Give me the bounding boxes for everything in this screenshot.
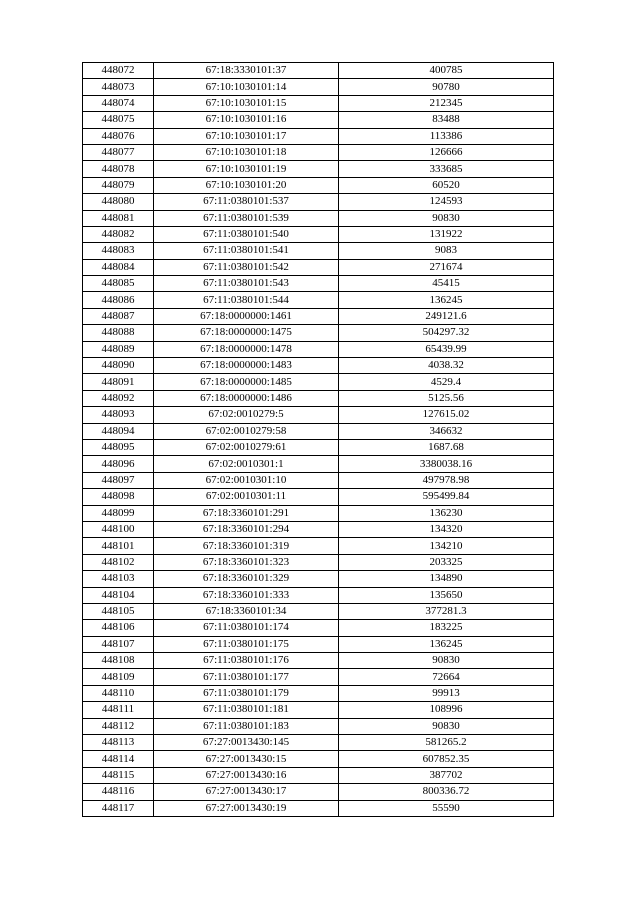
table-row: [83, 636, 554, 652]
value-cell: 9083: [339, 243, 554, 259]
value-cell: 203325: [339, 554, 554, 570]
row-number-cell: 448072: [83, 63, 154, 79]
value-cell: 387702: [339, 767, 554, 783]
cadastral-number-cell: 67:02:0010301:1: [154, 456, 339, 472]
table-row: [83, 472, 554, 488]
row-number-cell: 448099: [83, 505, 154, 521]
cadastral-number-cell: 67:11:0380101:176: [154, 653, 339, 669]
table-row: [83, 718, 554, 734]
table-row: [83, 194, 554, 210]
cadastral-number-cell: 67:10:1030101:15: [154, 95, 339, 111]
row-number-cell: 448097: [83, 472, 154, 488]
value-cell: 377281.3: [339, 603, 554, 619]
value-cell: 134210: [339, 538, 554, 554]
cadastral-number-cell: 67:18:0000000:1478: [154, 341, 339, 357]
cadastral-number-cell: 67:27:0013430:19: [154, 800, 339, 816]
cadastral-number-cell: 67:11:0380101:541: [154, 243, 339, 259]
value-cell: 124593: [339, 194, 554, 210]
cadastral-number-cell: 67:27:0013430:16: [154, 767, 339, 783]
table-row: [83, 177, 554, 193]
cadastral-number-cell: 67:18:3360101:333: [154, 587, 339, 603]
row-number-cell: 448080: [83, 194, 154, 210]
value-cell: 497978.98: [339, 472, 554, 488]
row-number-cell: 448091: [83, 374, 154, 390]
row-number-cell: 448094: [83, 423, 154, 439]
row-number-cell: 448077: [83, 144, 154, 160]
value-cell: 1687.68: [339, 439, 554, 455]
row-number-cell: 448096: [83, 456, 154, 472]
cadastral-number-cell: 67:18:3360101:34: [154, 603, 339, 619]
value-cell: 800336.72: [339, 784, 554, 800]
value-cell: 65439.99: [339, 341, 554, 357]
table-row: [83, 439, 554, 455]
table-row: [83, 554, 554, 570]
row-number-cell: 448108: [83, 653, 154, 669]
row-number-cell: 448114: [83, 751, 154, 767]
table-row: [83, 390, 554, 406]
value-cell: 108996: [339, 702, 554, 718]
cadastral-number-cell: 67:18:3360101:291: [154, 505, 339, 521]
table-row: [83, 79, 554, 95]
row-number-cell: 448085: [83, 276, 154, 292]
row-number-cell: 448082: [83, 226, 154, 242]
value-cell: 4038.32: [339, 358, 554, 374]
cadastral-number-cell: 67:18:0000000:1486: [154, 390, 339, 406]
table-row: [83, 341, 554, 357]
row-number-cell: 448112: [83, 718, 154, 734]
cadastral-number-cell: 67:11:0380101:544: [154, 292, 339, 308]
cadastral-number-cell: 67:11:0380101:539: [154, 210, 339, 226]
cadastral-number-cell: 67:11:0380101:540: [154, 226, 339, 242]
table-row: [83, 489, 554, 505]
cadastral-number-cell: 67:11:0380101:542: [154, 259, 339, 275]
value-cell: 271674: [339, 259, 554, 275]
value-cell: 83488: [339, 112, 554, 128]
table-row: [83, 603, 554, 619]
table-row: [83, 620, 554, 636]
cadastral-number-cell: 67:18:0000000:1475: [154, 325, 339, 341]
cadastral-number-cell: 67:18:3360101:319: [154, 538, 339, 554]
value-cell: 90830: [339, 653, 554, 669]
table-row: [83, 259, 554, 275]
value-cell: 4529.4: [339, 374, 554, 390]
value-cell: 45415: [339, 276, 554, 292]
table-row: [83, 112, 554, 128]
table-row: [83, 128, 554, 144]
cadastral-number-cell: 67:02:0010279:58: [154, 423, 339, 439]
table-row: [83, 702, 554, 718]
value-cell: 333685: [339, 161, 554, 177]
cadastral-number-cell: 67:02:0010279:5: [154, 407, 339, 423]
row-number-cell: 448083: [83, 243, 154, 259]
value-cell: 55590: [339, 800, 554, 816]
value-cell: 346632: [339, 423, 554, 439]
cadastral-number-cell: 67:10:1030101:16: [154, 112, 339, 128]
cadastral-number-cell: 67:10:1030101:14: [154, 79, 339, 95]
row-number-cell: 448111: [83, 702, 154, 718]
cadastral-number-cell: 67:18:3360101:294: [154, 521, 339, 537]
cadastral-number-cell: 67:27:0013430:15: [154, 751, 339, 767]
value-cell: 90830: [339, 718, 554, 734]
cadastral-number-cell: 67:11:0380101:175: [154, 636, 339, 652]
table-row: [83, 226, 554, 242]
row-number-cell: 448095: [83, 439, 154, 455]
value-cell: 595499.84: [339, 489, 554, 505]
value-cell: 90830: [339, 210, 554, 226]
cadastral-number-cell: 67:02:0010301:11: [154, 489, 339, 505]
row-number-cell: 448104: [83, 587, 154, 603]
cadastral-number-cell: 67:11:0380101:537: [154, 194, 339, 210]
table-row: [83, 653, 554, 669]
value-cell: 90780: [339, 79, 554, 95]
table-row: [83, 784, 554, 800]
value-cell: 135650: [339, 587, 554, 603]
value-cell: 99913: [339, 685, 554, 701]
value-cell: 581265.2: [339, 735, 554, 751]
cadastral-number-cell: 67:11:0380101:177: [154, 669, 339, 685]
cadastral-number-cell: 67:18:0000000:1485: [154, 374, 339, 390]
table-row: [83, 538, 554, 554]
table-row: [83, 243, 554, 259]
table-row: [83, 325, 554, 341]
table-row: [83, 292, 554, 308]
value-cell: 126666: [339, 144, 554, 160]
value-cell: 72664: [339, 669, 554, 685]
table-row: [83, 358, 554, 374]
value-cell: 136245: [339, 636, 554, 652]
row-number-cell: 448113: [83, 735, 154, 751]
table-row: [83, 767, 554, 783]
row-number-cell: 448084: [83, 259, 154, 275]
table-row: [83, 735, 554, 751]
cadastral-number-cell: 67:02:0010279:61: [154, 439, 339, 455]
cadastral-number-cell: 67:18:3330101:37: [154, 63, 339, 79]
value-cell: 5125.56: [339, 390, 554, 406]
row-number-cell: 448087: [83, 308, 154, 324]
value-cell: 113386: [339, 128, 554, 144]
row-number-cell: 448115: [83, 767, 154, 783]
value-cell: 127615.02: [339, 407, 554, 423]
value-cell: 183225: [339, 620, 554, 636]
cadastral-number-cell: 67:10:1030101:20: [154, 177, 339, 193]
row-number-cell: 448086: [83, 292, 154, 308]
row-number-cell: 448090: [83, 358, 154, 374]
table-row: [83, 308, 554, 324]
table-row: [83, 571, 554, 587]
cadastral-number-cell: 67:10:1030101:18: [154, 144, 339, 160]
row-number-cell: 448088: [83, 325, 154, 341]
table-row: [83, 210, 554, 226]
table-row: [83, 800, 554, 816]
row-number-cell: 448103: [83, 571, 154, 587]
table-row: [83, 685, 554, 701]
row-number-cell: 448092: [83, 390, 154, 406]
row-number-cell: 448081: [83, 210, 154, 226]
table-row: [83, 276, 554, 292]
data-table: [82, 62, 554, 817]
row-number-cell: 448078: [83, 161, 154, 177]
table-row: [83, 505, 554, 521]
cadastral-number-cell: 67:18:3360101:329: [154, 571, 339, 587]
cadastral-number-cell: 67:27:0013430:17: [154, 784, 339, 800]
table-row: [83, 161, 554, 177]
row-number-cell: 448109: [83, 669, 154, 685]
table-row: [83, 751, 554, 767]
row-number-cell: 448107: [83, 636, 154, 652]
value-cell: 134890: [339, 571, 554, 587]
row-number-cell: 448106: [83, 620, 154, 636]
value-cell: 504297.32: [339, 325, 554, 341]
cadastral-number-cell: 67:27:0013430:145: [154, 735, 339, 751]
table-row: [83, 374, 554, 390]
row-number-cell: 448110: [83, 685, 154, 701]
row-number-cell: 448075: [83, 112, 154, 128]
cadastral-number-cell: 67:10:1030101:17: [154, 128, 339, 144]
cadastral-number-cell: 67:18:0000000:1461: [154, 308, 339, 324]
value-cell: 136230: [339, 505, 554, 521]
value-cell: 136245: [339, 292, 554, 308]
row-number-cell: 448074: [83, 95, 154, 111]
value-cell: 134320: [339, 521, 554, 537]
row-number-cell: 448116: [83, 784, 154, 800]
cadastral-number-cell: 67:11:0380101:543: [154, 276, 339, 292]
table-row: [83, 587, 554, 603]
row-number-cell: 448073: [83, 79, 154, 95]
cadastral-number-cell: 67:10:1030101:19: [154, 161, 339, 177]
value-cell: 131922: [339, 226, 554, 242]
value-cell: 249121.6: [339, 308, 554, 324]
value-cell: 3380038.16: [339, 456, 554, 472]
table-row: [83, 521, 554, 537]
table-body: [83, 63, 554, 817]
cadastral-number-cell: 67:18:0000000:1483: [154, 358, 339, 374]
row-number-cell: 448098: [83, 489, 154, 505]
table-row: [83, 669, 554, 685]
value-cell: 212345: [339, 95, 554, 111]
row-number-cell: 448093: [83, 407, 154, 423]
value-cell: 60520: [339, 177, 554, 193]
row-number-cell: 448076: [83, 128, 154, 144]
row-number-cell: 448089: [83, 341, 154, 357]
cadastral-number-cell: 67:02:0010301:10: [154, 472, 339, 488]
row-number-cell: 448079: [83, 177, 154, 193]
table-row: [83, 407, 554, 423]
value-cell: 400785: [339, 63, 554, 79]
cadastral-number-cell: 67:11:0380101:183: [154, 718, 339, 734]
cadastral-number-cell: 67:18:3360101:323: [154, 554, 339, 570]
row-number-cell: 448100: [83, 521, 154, 537]
table-row: [83, 456, 554, 472]
table-row: [83, 144, 554, 160]
table-row: [83, 63, 554, 79]
row-number-cell: 448117: [83, 800, 154, 816]
value-cell: 607852.35: [339, 751, 554, 767]
cadastral-number-cell: 67:11:0380101:174: [154, 620, 339, 636]
row-number-cell: 448101: [83, 538, 154, 554]
table-row: [83, 423, 554, 439]
row-number-cell: 448102: [83, 554, 154, 570]
row-number-cell: 448105: [83, 603, 154, 619]
cadastral-number-cell: 67:11:0380101:179: [154, 685, 339, 701]
table-row: [83, 95, 554, 111]
cadastral-number-cell: 67:11:0380101:181: [154, 702, 339, 718]
